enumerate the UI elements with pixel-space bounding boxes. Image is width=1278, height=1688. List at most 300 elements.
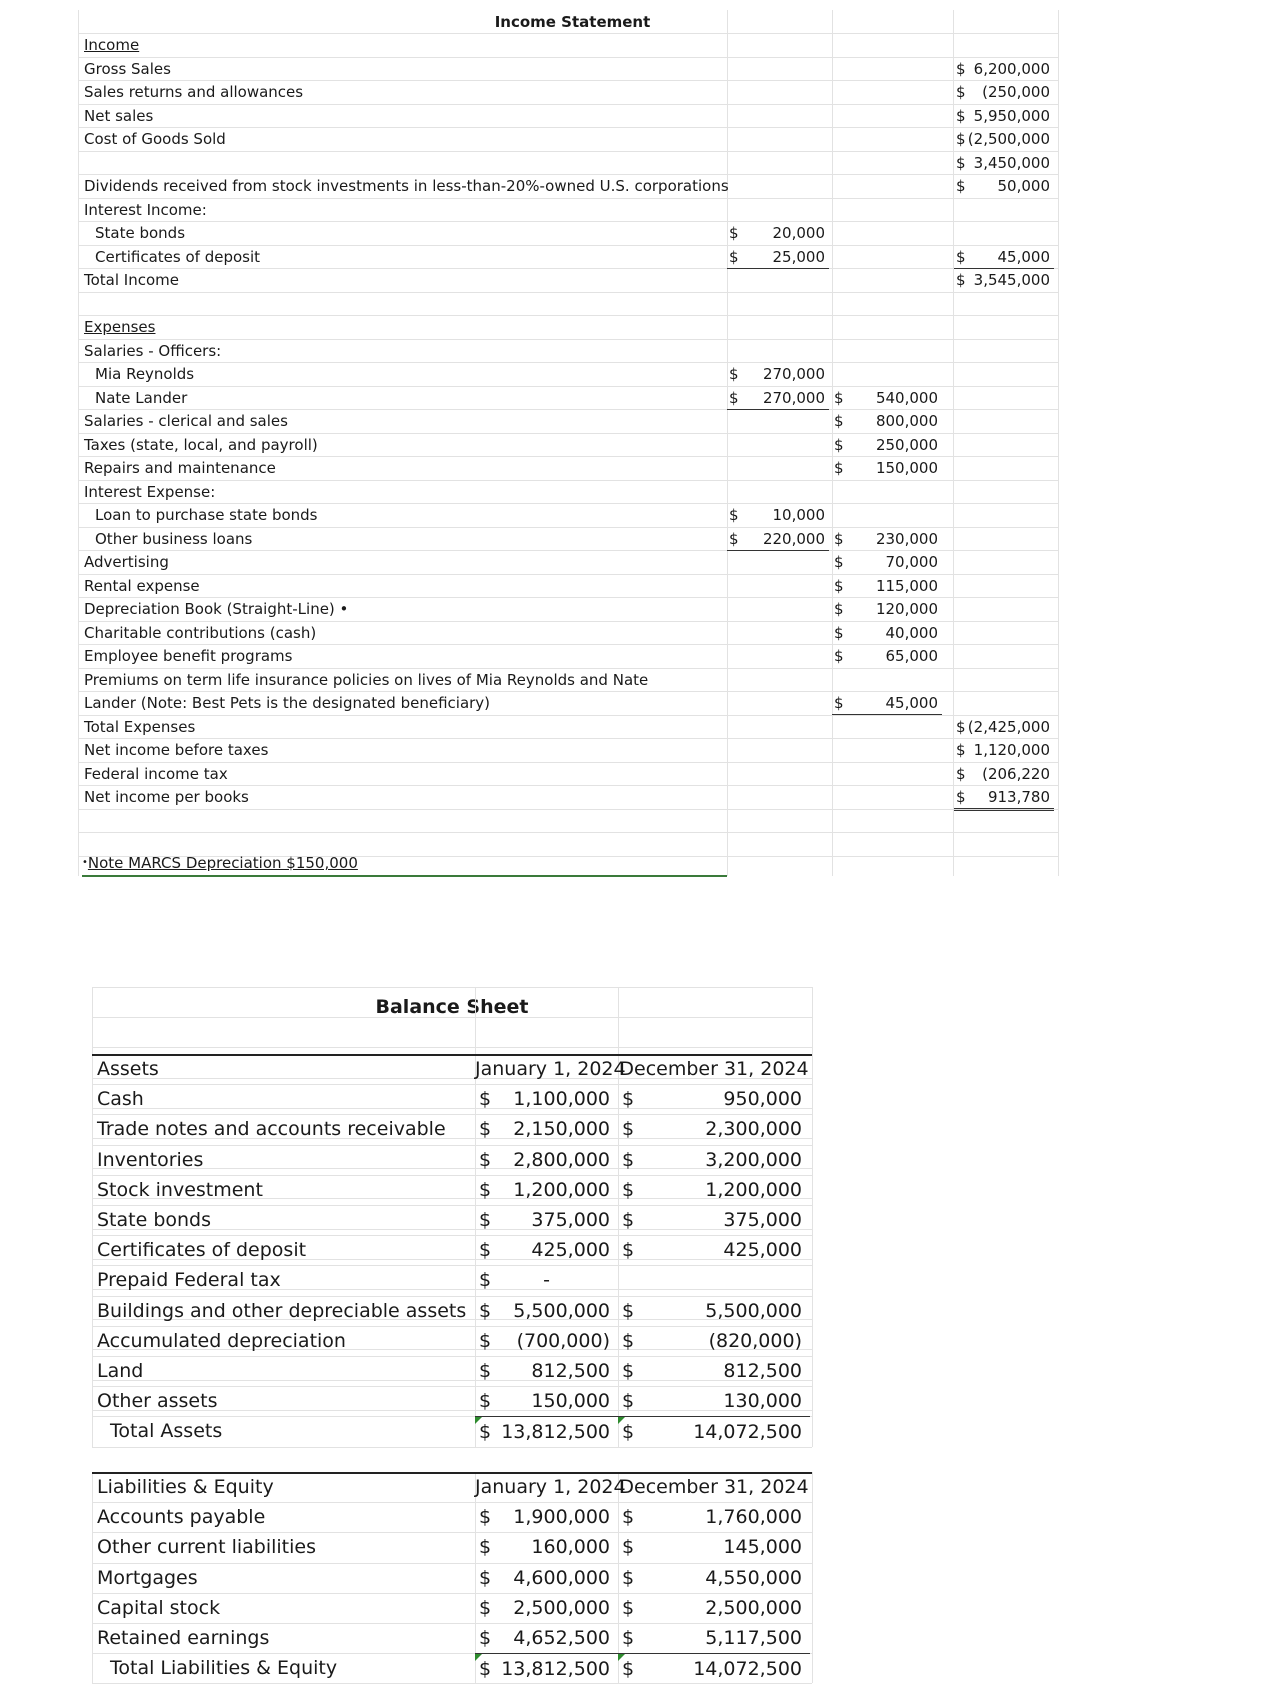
- currency-symbol: $: [622, 1088, 635, 1111]
- income-statement-title-row: [0, 10, 1278, 34]
- amount-value: 145,000: [723, 1536, 802, 1559]
- currency-symbol: $: [834, 435, 844, 454]
- amount-cell: [475, 1175, 618, 1204]
- amount-value: 120,000: [875, 600, 938, 618]
- row-label: Dividends received from stock investments in less-than-20%-owned U.S. corporations: [84, 177, 729, 195]
- amount-value: 14,072,500: [693, 1658, 802, 1681]
- amount-value: 10,000: [772, 506, 825, 524]
- currency-symbol: $: [622, 1421, 635, 1444]
- amount-value: 4,652,500: [513, 1627, 610, 1649]
- line-item-row: [0, 1386, 1278, 1416]
- currency-symbol: $: [479, 1239, 492, 1262]
- error-indicator-icon: [475, 1654, 482, 1661]
- amount-value: 2,150,000: [513, 1118, 610, 1141]
- amount-cell: [954, 80, 1054, 103]
- amount-cell: [618, 1084, 810, 1113]
- is-row: [0, 127, 1278, 151]
- line-item-row: [0, 1326, 1278, 1356]
- amount-value: 5,500,000: [705, 1299, 802, 1322]
- amount-cell: [618, 1532, 810, 1561]
- amount-cell: [832, 550, 942, 573]
- currency-symbol: $: [729, 247, 739, 266]
- amount-cell: [832, 691, 942, 715]
- column-header: [618, 1472, 810, 1501]
- row-label: Total Income: [84, 271, 179, 289]
- amount-value: 2,800,000: [513, 1148, 610, 1171]
- currency-symbol: $: [956, 59, 966, 78]
- currency-symbol: $: [479, 1506, 492, 1529]
- currency-symbol: $: [834, 529, 844, 548]
- amount-value: 375,000: [531, 1209, 610, 1231]
- amount-value: (2,500,000: [967, 130, 1050, 148]
- is-row: [0, 691, 1278, 715]
- row-label: Cash: [97, 1088, 144, 1111]
- row-label: Prepaid Federal tax: [97, 1269, 281, 1292]
- amount-cell: [475, 1502, 618, 1531]
- is-row: [0, 174, 1278, 198]
- amount-value: 2,500,000: [705, 1596, 802, 1619]
- amount-cell: [954, 245, 1054, 269]
- row-label: Total Assets: [110, 1420, 223, 1443]
- amount-value: (250,000: [982, 83, 1050, 101]
- currency-symbol: $: [479, 1390, 492, 1413]
- currency-symbol: $: [834, 388, 844, 407]
- amount-cell: [475, 1235, 618, 1264]
- currency-symbol: $: [479, 1088, 492, 1111]
- line-item-row: [0, 1145, 1278, 1175]
- amount-cell: [475, 1296, 618, 1325]
- amount-value: 1,100,000: [513, 1088, 610, 1111]
- amount-cell: [954, 738, 1054, 761]
- amount-cell: [475, 1114, 618, 1143]
- amount-cell: [832, 386, 942, 409]
- amount-value: 913,780: [987, 788, 1050, 806]
- is-row: [0, 268, 1278, 292]
- amount-value: 1,200,000: [705, 1178, 802, 1201]
- amount-value: 3,545,000: [973, 271, 1050, 289]
- amount-value: 70,000: [885, 553, 938, 571]
- amount-value: 1,760,000: [705, 1506, 802, 1529]
- row-label: Employee benefit programs: [84, 647, 293, 665]
- currency-symbol: $: [479, 1627, 492, 1649]
- currency-symbol: $: [834, 694, 844, 712]
- currency-symbol: $: [834, 412, 844, 430]
- amount-cell: [954, 268, 1054, 291]
- currency-symbol: $: [729, 506, 739, 524]
- row-label: Total Expenses: [84, 717, 196, 736]
- amount-value: (2,425,000: [967, 717, 1050, 736]
- amount-value: 950,000: [723, 1088, 802, 1111]
- line-item-row: [0, 1175, 1278, 1205]
- currency-symbol: $: [956, 717, 966, 736]
- amount-value: 230,000: [875, 529, 938, 548]
- row-label: Interest Expense:: [84, 482, 216, 501]
- amount-value: 540,000: [875, 388, 938, 407]
- amount-cell: [727, 221, 829, 244]
- amount-value: 5,500,000: [513, 1299, 610, 1322]
- amount-value: 13,812,500: [501, 1658, 610, 1681]
- is-row: [0, 292, 1278, 316]
- amount-cell: [475, 1356, 618, 1385]
- currency-symbol: $: [956, 741, 966, 759]
- currency-symbol: $: [622, 1627, 635, 1649]
- amount-cell: [727, 527, 829, 551]
- currency-symbol: $: [622, 1536, 635, 1559]
- currency-symbol: $: [956, 271, 966, 289]
- currency-symbol: $: [729, 529, 739, 548]
- amount-value: (700,000): [516, 1329, 610, 1352]
- is-row: [0, 480, 1278, 504]
- amount-cell: [618, 1416, 810, 1446]
- row-label: Buildings and other depreciable assets: [97, 1299, 467, 1322]
- amount-cell: [475, 1532, 618, 1561]
- is-row: [0, 409, 1278, 433]
- amount-cell: [832, 621, 942, 644]
- amount-value: 13,812,500: [501, 1421, 610, 1444]
- row-label: Total Liabilities & Equity: [110, 1657, 338, 1680]
- amount-value: 1,900,000: [513, 1506, 610, 1529]
- amount-value: 270,000: [762, 388, 825, 407]
- is-row: [0, 597, 1278, 621]
- amount-cell: [832, 597, 942, 620]
- is-row: [0, 715, 1278, 739]
- currency-symbol: $: [729, 224, 739, 242]
- amount-value: -: [543, 1269, 550, 1292]
- currency-symbol: $: [622, 1329, 635, 1352]
- amount-cell: [618, 1175, 810, 1204]
- currency-symbol: $: [479, 1299, 492, 1322]
- row-label: Gross Sales: [84, 59, 171, 78]
- amount-value: 2,300,000: [705, 1118, 802, 1141]
- is-row: [0, 80, 1278, 104]
- row-label: Accounts payable: [97, 1506, 266, 1529]
- is-row: [0, 245, 1278, 269]
- row-label: Capital stock: [97, 1596, 221, 1619]
- amount-cell: [954, 127, 1054, 150]
- line-item-row: [0, 1563, 1278, 1593]
- amount-cell: [475, 1416, 618, 1446]
- section-label: Assets: [97, 1058, 159, 1080]
- amount-value: 160,000: [531, 1536, 610, 1559]
- currency-symbol: $: [479, 1178, 492, 1201]
- currency-symbol: $: [622, 1658, 635, 1681]
- amount-cell: [475, 1326, 618, 1355]
- column-header: [475, 1054, 626, 1083]
- row-label: Mia Reynolds: [95, 365, 195, 383]
- line-item-row: [0, 1235, 1278, 1265]
- amount-cell: [727, 503, 829, 526]
- amount-value: 375,000: [723, 1209, 802, 1231]
- amount-cell: [832, 574, 942, 597]
- section-label: Liabilities & Equity: [97, 1476, 274, 1498]
- currency-symbol: $: [622, 1118, 635, 1141]
- row-label: Certificates of deposit: [95, 247, 261, 266]
- currency-symbol: $: [956, 83, 966, 101]
- amount-cell: [618, 1593, 810, 1622]
- is-row: [0, 433, 1278, 457]
- amount-cell: [727, 386, 829, 410]
- row-label: Salaries - clerical and sales: [84, 412, 288, 430]
- currency-symbol: $: [479, 1118, 492, 1141]
- amount-value: 425,000: [723, 1239, 802, 1262]
- line-item-row: [0, 1502, 1278, 1532]
- line-item-row: [0, 1356, 1278, 1386]
- amount-value: 6,200,000: [973, 59, 1050, 78]
- is-row: [0, 362, 1278, 386]
- amount-cell: [954, 715, 1054, 738]
- amount-value: 45,000: [997, 247, 1050, 266]
- is-row: [0, 33, 1278, 57]
- currency-symbol: $: [622, 1239, 635, 1262]
- amount-value: 14,072,500: [693, 1421, 802, 1444]
- amount-value: (206,220: [982, 764, 1050, 783]
- amount-cell: [475, 1653, 618, 1683]
- is-row: [0, 151, 1278, 175]
- amount-value: 1,120,000: [973, 741, 1050, 759]
- amount-value: 40,000: [885, 623, 938, 642]
- amount-cell: [618, 1653, 810, 1683]
- currency-symbol: $: [956, 764, 966, 783]
- is-row: [0, 386, 1278, 410]
- is-row: [0, 762, 1278, 786]
- row-label: Charitable contributions (cash): [84, 623, 317, 642]
- row-label: Expenses: [84, 318, 156, 336]
- amount-value: 425,000: [531, 1239, 610, 1262]
- currency-symbol: $: [956, 130, 966, 148]
- amount-cell: [475, 1593, 618, 1622]
- row-label: Nate Lander: [95, 388, 188, 407]
- amount-value: 45,000: [885, 694, 938, 712]
- amount-value: 220,000: [762, 529, 825, 548]
- row-label: Income: [84, 36, 140, 54]
- amount-value: 250,000: [875, 435, 938, 454]
- amount-cell: [954, 57, 1054, 80]
- amount-value: 812,500: [531, 1360, 610, 1382]
- currency-symbol: $: [834, 647, 844, 665]
- grid-line: [78, 832, 1058, 833]
- amount-cell: [954, 151, 1054, 174]
- row-label: Stock investment: [97, 1178, 263, 1201]
- column-header: [475, 1472, 626, 1501]
- currency-symbol: $: [479, 1596, 492, 1619]
- amount-value: 115,000: [875, 576, 938, 595]
- is-row: [0, 503, 1278, 527]
- amount-cell: [618, 1386, 810, 1415]
- amount-cell: [475, 1084, 618, 1113]
- line-item-row: [0, 1532, 1278, 1562]
- amount-value: 150,000: [531, 1390, 610, 1413]
- amount-value: 25,000: [772, 247, 825, 266]
- line-item-row: [0, 1623, 1278, 1653]
- amount-cell: [475, 1145, 618, 1174]
- amount-cell: [475, 1563, 618, 1592]
- column-date: December 31, 2024: [619, 1476, 809, 1498]
- column-date: January 1, 2024: [475, 1476, 626, 1498]
- currency-symbol: $: [479, 1421, 492, 1444]
- column-date: January 1, 2024: [475, 1058, 626, 1080]
- error-indicator-icon: [618, 1417, 625, 1424]
- is-row: [0, 644, 1278, 668]
- currency-symbol: $: [479, 1360, 492, 1382]
- amount-value: 2,500,000: [513, 1596, 610, 1619]
- currency-symbol: $: [479, 1148, 492, 1171]
- row-label: Cost of Goods Sold: [84, 130, 226, 148]
- total-row: [0, 1653, 1278, 1683]
- grid-line: [92, 1017, 812, 1018]
- currency-symbol: $: [479, 1269, 492, 1292]
- amount-cell: [618, 1563, 810, 1592]
- is-row: [0, 668, 1278, 692]
- amount-cell: [727, 245, 829, 269]
- row-label: Depreciation Book (Straight-Line) •: [84, 600, 349, 618]
- amount-cell: [475, 1205, 618, 1234]
- currency-symbol: $: [479, 1658, 492, 1681]
- currency-symbol: $: [622, 1360, 635, 1382]
- balance-sheet-title: Balance Sheet: [375, 996, 529, 1018]
- is-row: [0, 738, 1278, 762]
- row-label: Other current liabilities: [97, 1536, 316, 1559]
- currency-symbol: $: [956, 106, 966, 125]
- is-row: [0, 574, 1278, 598]
- amount-cell: [727, 362, 829, 385]
- row-label: State bonds: [95, 224, 186, 242]
- amount-cell: [618, 1205, 810, 1234]
- line-item-row: [0, 1114, 1278, 1144]
- row-label: Accumulated depreciation: [97, 1329, 346, 1352]
- column-header: [618, 1054, 810, 1083]
- amount-value: 3,200,000: [705, 1148, 802, 1171]
- row-label: Lander (Note: Best Pets is the designated beneficiary): [84, 694, 491, 712]
- currency-symbol: $: [834, 576, 844, 595]
- is-row: [0, 527, 1278, 551]
- income-statement-title: Income Statement: [494, 13, 651, 31]
- section-header: [0, 1472, 1278, 1502]
- currency-symbol: $: [622, 1209, 635, 1231]
- amount-cell: [475, 1386, 618, 1415]
- is-row: [0, 315, 1278, 339]
- currency-symbol: $: [834, 623, 844, 642]
- is-row: [0, 339, 1278, 363]
- currency-symbol: $: [956, 177, 966, 195]
- currency-symbol: $: [956, 788, 966, 806]
- amount-cell: [954, 762, 1054, 785]
- amount-value: 5,950,000: [973, 106, 1050, 125]
- amount-cell: [618, 1235, 810, 1264]
- line-item-row: [0, 1593, 1278, 1623]
- amount-cell: [832, 409, 942, 432]
- row-label: Sales returns and allowances: [84, 83, 304, 101]
- note-text: Note MARCS Depreciation $150,000: [87, 854, 358, 872]
- currency-symbol: $: [729, 365, 739, 383]
- row-label: Net sales: [84, 106, 154, 125]
- amount-cell: [618, 1145, 810, 1174]
- line-item-row: [0, 1296, 1278, 1326]
- amount-value: 4,550,000: [705, 1566, 802, 1589]
- row-label: Federal income tax: [84, 764, 228, 783]
- depreciation-note: [82, 851, 727, 877]
- amount-value: 150,000: [875, 459, 938, 477]
- error-indicator-icon: [618, 1654, 625, 1661]
- currency-symbol: $: [956, 247, 966, 266]
- is-row: [0, 785, 1278, 809]
- line-item-row: [0, 1205, 1278, 1235]
- currency-symbol: $: [622, 1390, 635, 1413]
- row-label: Inventories: [97, 1148, 204, 1171]
- line-item-row: [0, 1084, 1278, 1114]
- is-row: [0, 221, 1278, 245]
- row-label: Land: [97, 1360, 144, 1382]
- currency-symbol: $: [834, 459, 844, 477]
- error-indicator-icon: [475, 1417, 482, 1424]
- row-label: Advertising: [84, 553, 169, 571]
- amount-cell: [832, 527, 942, 550]
- grid-line: [92, 987, 812, 988]
- currency-symbol: $: [834, 600, 844, 618]
- currency-symbol: $: [479, 1209, 492, 1231]
- row-label: Interest Income:: [84, 200, 207, 219]
- column-date: December 31, 2024: [619, 1058, 809, 1080]
- grid-line: [92, 1047, 812, 1048]
- amount-value: 130,000: [723, 1390, 802, 1413]
- currency-symbol: $: [479, 1536, 492, 1559]
- row-label: Repairs and maintenance: [84, 459, 276, 477]
- amount-cell: [954, 104, 1054, 127]
- amount-cell: [618, 1296, 810, 1325]
- amount-value: 4,600,000: [513, 1566, 610, 1589]
- row-label: State bonds: [97, 1209, 212, 1231]
- is-row: [0, 104, 1278, 128]
- row-label: Other assets: [97, 1390, 218, 1413]
- note-bullet: •: [82, 857, 88, 868]
- amount-cell: [618, 1502, 810, 1531]
- amount-cell: [954, 174, 1054, 197]
- currency-symbol: $: [622, 1178, 635, 1201]
- currency-symbol: $: [622, 1596, 635, 1619]
- row-label: Premiums on term life insurance policies on lives of Mia Reynolds and Nate: [84, 670, 649, 689]
- row-label: Salaries - Officers:: [84, 341, 222, 360]
- amount-cell: [618, 1623, 810, 1652]
- row-label: Net income per books: [84, 788, 249, 806]
- row-label: Mortgages: [97, 1566, 198, 1589]
- amount-value: (820,000): [708, 1329, 802, 1352]
- total-row: [0, 1416, 1278, 1446]
- amount-cell: [954, 785, 1054, 811]
- line-item-row: [0, 1265, 1278, 1295]
- row-label: Taxes (state, local, and payroll): [84, 435, 318, 454]
- currency-symbol: $: [834, 553, 844, 571]
- currency-symbol: $: [479, 1566, 492, 1589]
- amount-cell: [475, 1623, 618, 1652]
- amount-cell: [618, 1326, 810, 1355]
- row-label: Certificates of deposit: [97, 1239, 307, 1262]
- currency-symbol: $: [729, 388, 739, 407]
- currency-symbol: $: [622, 1566, 635, 1589]
- amount-value: 800,000: [875, 412, 938, 430]
- is-row: [0, 550, 1278, 574]
- amount-value: 270,000: [762, 365, 825, 383]
- amount-value: 3,450,000: [973, 153, 1050, 172]
- amount-cell: [832, 456, 942, 479]
- amount-cell: [832, 644, 942, 667]
- row-label: Loan to purchase state bonds: [95, 506, 318, 524]
- currency-symbol: $: [956, 153, 966, 172]
- amount-value: 1,200,000: [513, 1178, 610, 1201]
- amount-value: 5,117,500: [705, 1627, 802, 1649]
- currency-symbol: $: [622, 1299, 635, 1322]
- currency-symbol: $: [622, 1506, 635, 1529]
- is-row: [0, 456, 1278, 480]
- row-label: Net income before taxes: [84, 741, 269, 759]
